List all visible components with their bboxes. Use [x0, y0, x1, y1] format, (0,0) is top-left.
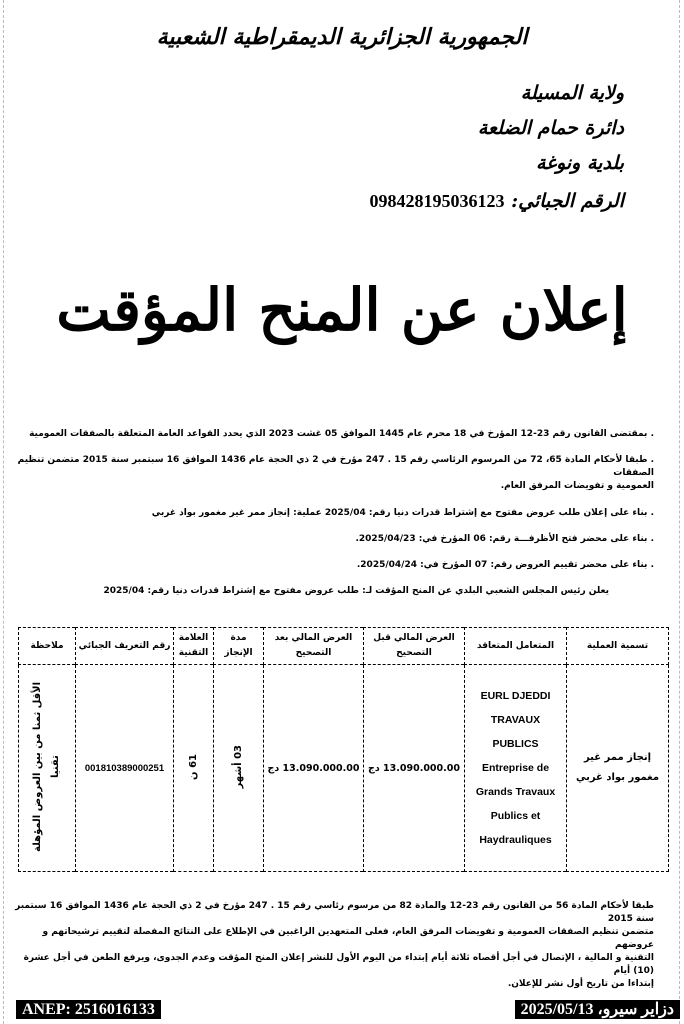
wilaya: ولاية المسيلة	[520, 82, 624, 104]
contractor-line: TRAVAUX	[490, 714, 541, 726]
announcement-title: إعلان عن المنح المؤقت	[56, 276, 628, 344]
contractor-line: Entreprise de	[481, 762, 550, 774]
paragraph: . بناء على محضر فتح الأظرفـــة رقم: 06 المؤرخ في: 2025/04/23.	[355, 534, 654, 544]
technical-score-text: 61 ن	[188, 753, 199, 780]
paragraph: . بناء على محضر تقييم العروض رقم: 07 المؤرخ في: 2025/04/24.	[356, 560, 654, 570]
duration-text: 03 أشهر	[233, 744, 244, 789]
tax-id-value: 098428195036123	[369, 191, 505, 211]
footer-paragraphs	[14, 900, 654, 991]
header-offer-after: العرض المالي بعد التصحيح	[264, 628, 364, 665]
republic-heading: الجمهورية الجزائرية الديمقراطية الشعبية	[156, 24, 528, 50]
header-technical-score: العلامة التقنية	[174, 628, 214, 665]
paragraph: . بمقتضى القانون رقم 23-12 المؤرخ في 18 محرم عام 1445 الموافق 05 غشت 2023 الذي يحدد القواعد العامة المتعلقة بالصفقات العمومية	[29, 429, 654, 439]
cell-duration	[214, 665, 264, 872]
cell-tax-id: 001810389000251	[76, 665, 174, 872]
cell-offer-after: 13.090.000.00 دج	[264, 665, 364, 872]
header-tax-id: رقم التعريف الجبائي	[76, 628, 174, 665]
scan-edge-right	[679, 0, 680, 1024]
contractor-line: Grands Travaux	[475, 786, 556, 798]
header-operation: تسمية العملية	[567, 628, 669, 665]
header-offer-before: العرض المالي قبل التصحيح	[364, 628, 465, 665]
cell-contractor	[465, 665, 567, 872]
contractor-line: EURL DJEDDI	[480, 690, 551, 702]
scan-edge-left	[3, 0, 4, 1024]
body-paragraphs	[14, 428, 654, 611]
contractor-line: PUBLICS	[492, 738, 539, 750]
cell-note	[19, 665, 76, 872]
header-contractor: المتعامل المتعاقد	[465, 628, 567, 665]
contractor-line: Haydrauliques	[479, 834, 552, 846]
commune: بلدية ونوغة	[535, 152, 624, 174]
header-duration: مدة الإنجاز	[214, 628, 264, 665]
cell-operation: إنجاز ممر غير مغمور بواد غربي	[567, 665, 669, 872]
table-header-row	[19, 628, 669, 665]
cell-technical-score	[174, 665, 214, 872]
footer-paragraph: طبقا لأحكام المادة 56 من القانون رقم 23-12 والمادة 82 من مرسوم رئاسي رقم 15 . 247 مؤرخ في 2 ذي الحجة عام 1436 الموافق 16 سبتمبر سنة 2015	[15, 901, 654, 924]
paragraph: . بناء على إعلان طلب عروض مفتوح مع إشتراط قدرات دنيا رقم: 2025/04 عملية: إنجاز ممر غير مغمور بواد غربي	[151, 508, 654, 518]
tax-id-line	[369, 190, 624, 212]
note-text: الأقل ثمنا من بين العروض المؤهلة تقنيا	[32, 681, 61, 852]
footer-paragraph: التقنية و المالية ، الإتصال في أجل أقصاه ثلاثة أيام إبتداء من اليوم الأول للنشر إعلان المنح المؤقت وعدم الجدوى، ويرفع الطعن في أجل عشرة (10) أيام	[23, 953, 654, 976]
cell-offer-before: 13.090.000.00 دج	[364, 665, 465, 872]
announcement-statement: يعلن رئيس المجلس الشعبي البلدي عن المنح المؤقت لـ: طلب عروض مفتوح مع إشتراط قدرات دنيا رقم: 2025/04	[103, 586, 609, 596]
tax-id-label: الرقم الجبائي:	[511, 190, 624, 212]
footer-paragraph: متضمن تنظيم الصفقات العمومية و تفويضات المرفق العام، فعلى المتعهدين الراغبين في الإطلاع على النتائج المفصلة لتقييم ترشيحاتهم و عروضهم	[42, 927, 654, 950]
daira: دائرة حمام الضلعة	[477, 117, 624, 139]
award-table	[18, 627, 669, 872]
table-row	[19, 665, 669, 872]
paragraph: . طبقا لأحكام المادة 65، 72 من المرسوم الرئاسي رقم 15 . 247 مؤرخ في 2 ذي الحجة عام 1436 الموافق 16 سبتمبر سنة 2015 متضمن تنظيم الصفقات	[17, 455, 654, 478]
paragraph: العمومية و تفويضات المرفق العام.	[500, 481, 654, 491]
anep-reference: ANEP: 2516016133	[16, 1000, 161, 1019]
footer-paragraph: إبتداءا من تاريخ أول نشر للإعلان.	[507, 979, 654, 989]
header-note: ملاحظة	[19, 628, 76, 665]
publication-date: دزاير سيرو، 2025/05/13	[515, 1000, 680, 1019]
contractor-line: Publics et	[490, 810, 541, 822]
